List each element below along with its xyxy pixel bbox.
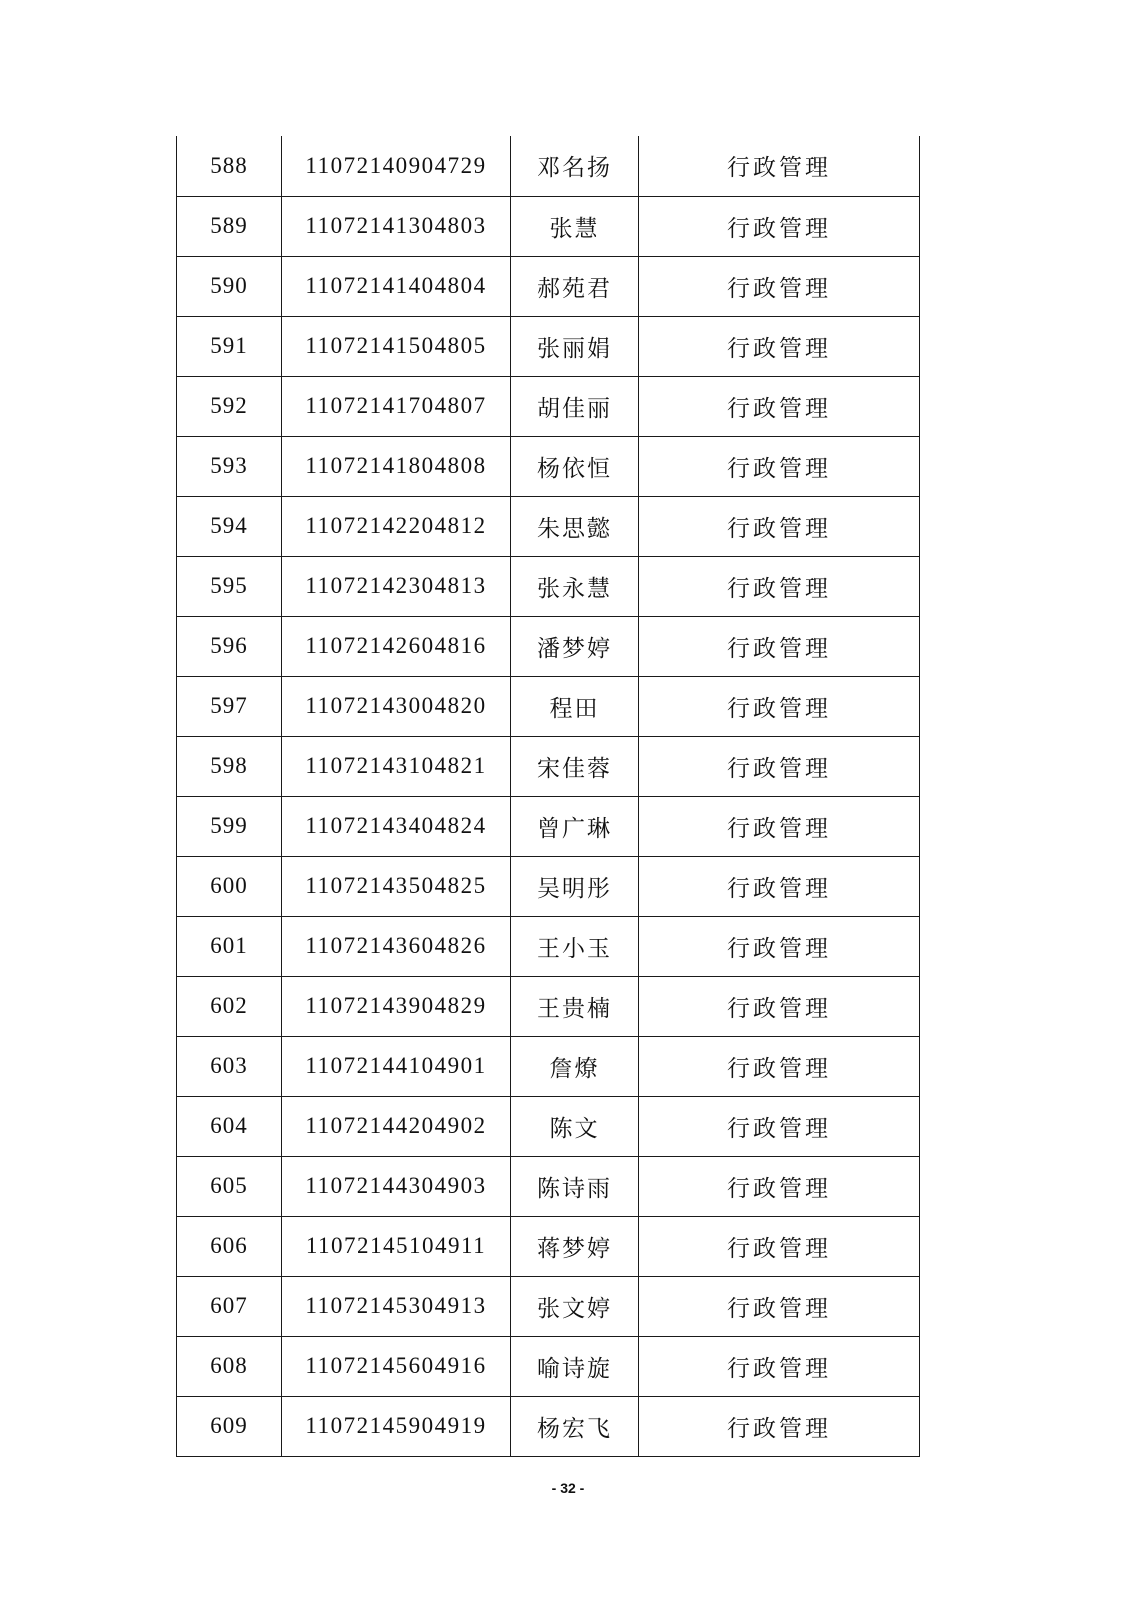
table-row [177, 1096, 920, 1156]
row-number-cell: 606 [177, 1216, 282, 1276]
table-row [177, 316, 920, 376]
row-number-cell: 604 [177, 1096, 282, 1156]
major-cell: 行政管理 [639, 496, 920, 556]
row-number-cell: 592 [177, 376, 282, 436]
major-cell: 行政管理 [639, 856, 920, 916]
major-cell: 行政管理 [639, 1096, 920, 1156]
student-id-cell: 11072142604816 [282, 616, 511, 676]
student-id-cell: 11072143004820 [282, 676, 511, 736]
row-number-cell: 588 [177, 136, 282, 196]
row-number-cell: 597 [177, 676, 282, 736]
table-row [177, 136, 920, 196]
major-cell: 行政管理 [639, 1036, 920, 1096]
student-id-cell: 11072142204812 [282, 496, 511, 556]
row-number-cell: 590 [177, 256, 282, 316]
student-id-cell: 11072142304813 [282, 556, 511, 616]
table-row [177, 676, 920, 736]
row-number-cell: 599 [177, 796, 282, 856]
major-cell: 行政管理 [639, 676, 920, 736]
major-cell: 行政管理 [639, 256, 920, 316]
student-id-cell: 11072141404804 [282, 256, 511, 316]
student-id-cell: 11072141304803 [282, 196, 511, 256]
table-row [177, 556, 920, 616]
row-number-cell: 596 [177, 616, 282, 676]
major-cell: 行政管理 [639, 1216, 920, 1276]
student-id-cell: 11072141504805 [282, 316, 511, 376]
table-row [177, 1156, 920, 1216]
row-number-cell: 598 [177, 736, 282, 796]
student-name-cell: 喻诗旋 [511, 1336, 639, 1396]
student-id-cell: 11072143504825 [282, 856, 511, 916]
row-number-cell: 603 [177, 1036, 282, 1096]
page-number: - 32 - [551, 1480, 585, 1496]
student-name-cell: 吴明彤 [511, 856, 639, 916]
row-number-cell: 601 [177, 916, 282, 976]
table-row [177, 856, 920, 916]
table-row [177, 736, 920, 796]
major-cell: 行政管理 [639, 136, 920, 196]
major-cell: 行政管理 [639, 1396, 920, 1456]
student-name-cell: 王小玉 [511, 916, 639, 976]
student-id-cell: 11072143104821 [282, 736, 511, 796]
major-cell: 行政管理 [639, 556, 920, 616]
major-cell: 行政管理 [639, 796, 920, 856]
major-cell: 行政管理 [639, 436, 920, 496]
student-id-cell: 11072143404824 [282, 796, 511, 856]
table-row [177, 196, 920, 256]
student-name-cell: 张丽娟 [511, 316, 639, 376]
student-name-cell: 程田 [511, 676, 639, 736]
student-id-cell: 11072145104911 [282, 1216, 511, 1276]
student-name-cell: 张慧 [511, 196, 639, 256]
table-row [177, 256, 920, 316]
student-name-cell: 蒋梦婷 [511, 1216, 639, 1276]
student-id-cell: 11072140904729 [282, 136, 511, 196]
row-number-cell: 595 [177, 556, 282, 616]
table-row [177, 1036, 920, 1096]
student-id-cell: 11072145304913 [282, 1276, 511, 1336]
student-name-cell: 潘梦婷 [511, 616, 639, 676]
row-number-cell: 602 [177, 976, 282, 1036]
table-row [177, 796, 920, 856]
table-row [177, 1396, 920, 1456]
student-id-cell: 11072145604916 [282, 1336, 511, 1396]
student-id-cell: 11072145904919 [282, 1396, 511, 1456]
table-row [177, 496, 920, 556]
major-cell: 行政管理 [639, 976, 920, 1036]
row-number-cell: 600 [177, 856, 282, 916]
student-id-cell: 11072143904829 [282, 976, 511, 1036]
student-name-cell: 朱思懿 [511, 496, 639, 556]
row-number-cell: 593 [177, 436, 282, 496]
major-cell: 行政管理 [639, 1336, 920, 1396]
student-name-cell: 陈诗雨 [511, 1156, 639, 1216]
roster-table [176, 136, 920, 1457]
student-id-cell: 11072144204902 [282, 1096, 511, 1156]
student-name-cell: 杨依恒 [511, 436, 639, 496]
student-id-cell: 11072141704807 [282, 376, 511, 436]
row-number-cell: 594 [177, 496, 282, 556]
row-number-cell: 608 [177, 1336, 282, 1396]
student-id-cell: 11072144104901 [282, 1036, 511, 1096]
major-cell: 行政管理 [639, 1156, 920, 1216]
table-row [177, 1276, 920, 1336]
table-row [177, 976, 920, 1036]
row-number-cell: 591 [177, 316, 282, 376]
table-row [177, 616, 920, 676]
row-number-cell: 605 [177, 1156, 282, 1216]
student-id-cell: 11072141804808 [282, 436, 511, 496]
student-name-cell: 詹燎 [511, 1036, 639, 1096]
student-name-cell: 邓名扬 [511, 136, 639, 196]
major-cell: 行政管理 [639, 376, 920, 436]
major-cell: 行政管理 [639, 916, 920, 976]
student-name-cell: 曾广琳 [511, 796, 639, 856]
student-id-cell: 11072143604826 [282, 916, 511, 976]
table-row [177, 1216, 920, 1276]
student-name-cell: 宋佳蓉 [511, 736, 639, 796]
row-number-cell: 589 [177, 196, 282, 256]
student-name-cell: 张文婷 [511, 1276, 639, 1336]
student-name-cell: 王贵楠 [511, 976, 639, 1036]
major-cell: 行政管理 [639, 316, 920, 376]
row-number-cell: 609 [177, 1396, 282, 1456]
table-row [177, 376, 920, 436]
roster-table-body [177, 136, 920, 1456]
major-cell: 行政管理 [639, 1276, 920, 1336]
student-name-cell: 郝苑君 [511, 256, 639, 316]
table-row [177, 1336, 920, 1396]
major-cell: 行政管理 [639, 616, 920, 676]
student-name-cell: 张永慧 [511, 556, 639, 616]
student-name-cell: 杨宏飞 [511, 1396, 639, 1456]
student-name-cell: 陈文 [511, 1096, 639, 1156]
table-row [177, 916, 920, 976]
table-row [177, 436, 920, 496]
student-name-cell: 胡佳丽 [511, 376, 639, 436]
student-id-cell: 11072144304903 [282, 1156, 511, 1216]
major-cell: 行政管理 [639, 736, 920, 796]
row-number-cell: 607 [177, 1276, 282, 1336]
major-cell: 行政管理 [639, 196, 920, 256]
